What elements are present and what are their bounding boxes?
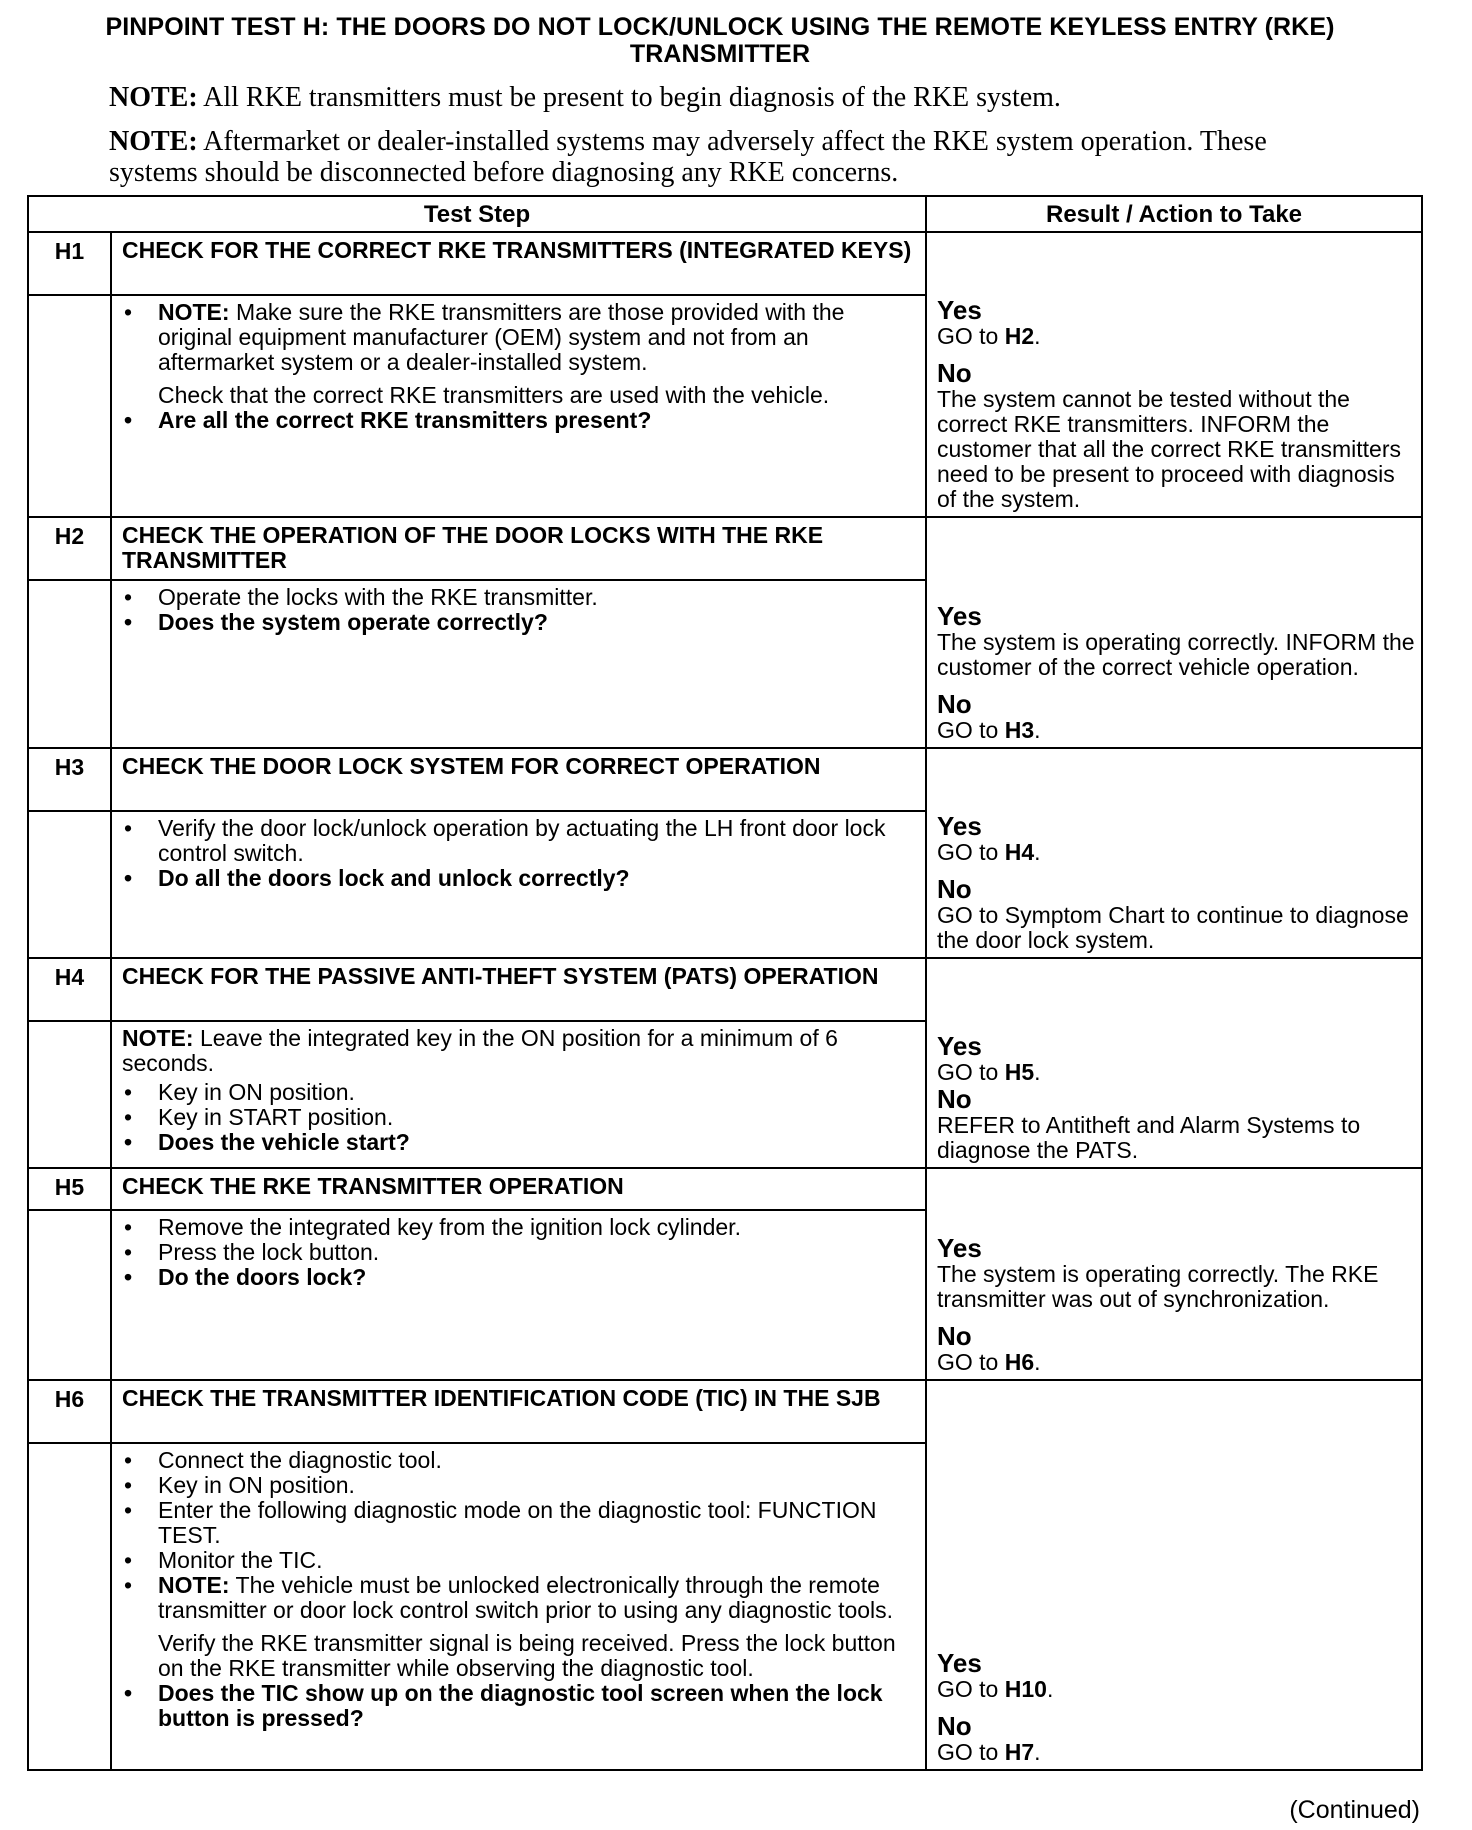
step-h2-heading-row [28,517,1422,580]
step-question: • Does the vehicle start? [122,1130,911,1155]
list-item: • Key in ON position. [122,1080,911,1105]
step-question: • Do the doors lock? [122,1265,911,1290]
yes-action: GO to H4. [937,839,1041,865]
step-body [111,1443,926,1770]
no-label: No [937,1084,972,1114]
note-label: NOTE: [109,82,198,113]
step-id: H4 [28,958,111,1021]
column-header-test-step: Test Step [28,196,926,232]
list-item: • Enter the following diagnostic mode on the diagnostic tool: FUNCTION TEST. [122,1498,911,1548]
no-action: REFER to Antitheft and Alarm Systems to diagnose the PATS. [937,1112,1361,1163]
pinpoint-test-table [27,195,1423,1771]
no-label: No [937,874,972,904]
step-result [926,958,1422,1168]
list-item: • NOTE: The vehicle must be unlocked electronically through the remote transmitter or door lock control switch prior to using any diagnostic tools. [122,1573,911,1623]
step-heading: CHECK FOR THE PASSIVE ANTI-THEFT SYSTEM (PATS) OPERATION [111,958,926,1021]
note-rke-transmitters [109,82,1349,113]
link-h5[interactable]: H5 [1004,1059,1035,1085]
step-result [926,1168,1422,1380]
note-label: NOTE: [109,126,198,157]
step-result [926,517,1422,748]
link-h3[interactable]: H3 [1004,717,1035,743]
note-text: Aftermarket or dealer-installed systems may adversely affect the RKE system operation. These systems should be disconnected before diagnosing any RKE concerns. [109,126,1267,188]
step-result [926,232,1422,517]
no-label: No [937,689,972,719]
step-id: H2 [28,517,111,580]
no-label: No [937,1711,972,1741]
step-question: • Does the TIC show up on the diagnostic tool screen when the lock button is pressed? [122,1681,911,1731]
list-item: • Operate the locks with the RKE transmitter. [122,585,911,610]
link-h6[interactable]: H6 [1004,1349,1035,1375]
no-label: No [937,358,972,388]
yes-action: The system is operating correctly. INFORM the customer of the correct vehicle operation. [937,629,1415,680]
step-body [111,295,926,517]
list-item: • NOTE: Make sure the RKE transmitters are those provided with the original equipment manufacturer (OEM) system and not from an aftermarket system or a dealer-installed system. [122,300,911,375]
step-h1-heading-row [28,232,1422,295]
column-header-result: Result / Action to Take [926,196,1422,232]
step-id: H5 [28,1168,111,1210]
yes-label: Yes [937,1031,982,1061]
yes-label: Yes [937,1233,982,1263]
step-body [111,811,926,958]
step-question: • Are all the correct RKE transmitters present? [122,408,911,433]
no-action: GO to Symptom Chart to continue to diagnose the door lock system. [937,902,1409,953]
yes-action: GO to H10. [937,1676,1054,1702]
continued-label: (Continued) [1289,1796,1420,1824]
note-text: All RKE transmitters must be present to begin diagnosis of the RKE system. [197,82,1061,113]
step-question: • Does the system operate correctly? [122,610,911,635]
step-note: NOTE: Leave the integrated key in the ON position for a minimum of 6 seconds. [122,1025,838,1076]
list-item: • Remove the integrated key from the ignition lock cylinder. [122,1215,911,1240]
yes-action: GO to H5. [937,1059,1041,1085]
table-header-row [28,196,1422,232]
no-action: GO to H3. [937,717,1041,743]
step-body [111,1210,926,1380]
step-h3-heading-row [28,748,1422,811]
step-heading: CHECK THE DOOR LOCK SYSTEM FOR CORRECT OPERATION [111,748,926,811]
list-item: • Press the lock button. [122,1240,911,1265]
list-item: • Key in START position. [122,1105,911,1130]
yes-action: GO to H2. [937,323,1041,349]
no-action: GO to H7. [937,1739,1041,1765]
list-item: • Key in ON position. [122,1473,911,1498]
step-heading: CHECK THE RKE TRANSMITTER OPERATION [111,1168,926,1210]
step-heading: CHECK FOR THE CORRECT RKE TRANSMITTERS (INTEGRATED KEYS) [111,232,926,295]
note-aftermarket [109,126,1349,188]
step-heading: CHECK THE OPERATION OF THE DOOR LOCKS WITH THE RKE TRANSMITTER [111,517,926,580]
no-label: No [937,1321,972,1351]
no-action: The system cannot be tested without the correct RKE transmitters. INFORM the customer that all the correct RKE transmitters need to be present to proceed with diagnosis of the system. [937,386,1401,512]
yes-label: Yes [937,601,982,631]
step-h4-heading-row [28,958,1422,1021]
list-item: • Monitor the TIC. [122,1548,911,1573]
step-h6-heading-row [28,1380,1422,1443]
step-id: H3 [28,748,111,811]
step-heading: CHECK THE TRANSMITTER IDENTIFICATION CODE (TIC) IN THE SJB [111,1380,926,1443]
list-item: • Connect the diagnostic tool. [122,1448,911,1473]
step-body [111,1021,926,1168]
step-id: H1 [28,232,111,295]
step-h5-heading-row [28,1168,1422,1210]
link-h10[interactable]: H10 [1004,1676,1047,1702]
link-h2[interactable]: H2 [1004,323,1035,349]
no-action: GO to H6. [937,1349,1041,1375]
page-title: PINPOINT TEST H: THE DOORS DO NOT LOCK/UNLOCK USING THE REMOTE KEYLESS ENTRY (RKE) TRANSMITTER [105,13,1335,68]
yes-label: Yes [937,295,982,325]
yes-action: The system is operating correctly. The RKE transmitter was out of synchronization. [937,1261,1379,1312]
step-body [111,580,926,748]
step-result [926,748,1422,958]
link-h4[interactable]: H4 [1004,839,1035,865]
list-item: Check that the correct RKE transmitters are used with the vehicle. [158,382,830,408]
list-item: • Verify the door lock/unlock operation by actuating the LH front door lock control switch. [122,816,911,866]
link-h7[interactable]: H7 [1004,1739,1035,1765]
step-result [926,1380,1422,1770]
yes-label: Yes [937,1648,982,1678]
list-item: Verify the RKE transmitter signal is being received. Press the lock button on the RKE transmitter while observing the diagnostic tool. [158,1630,896,1681]
step-id: H6 [28,1380,111,1443]
step-question: • Do all the doors lock and unlock correctly? [122,866,911,891]
yes-label: Yes [937,811,982,841]
